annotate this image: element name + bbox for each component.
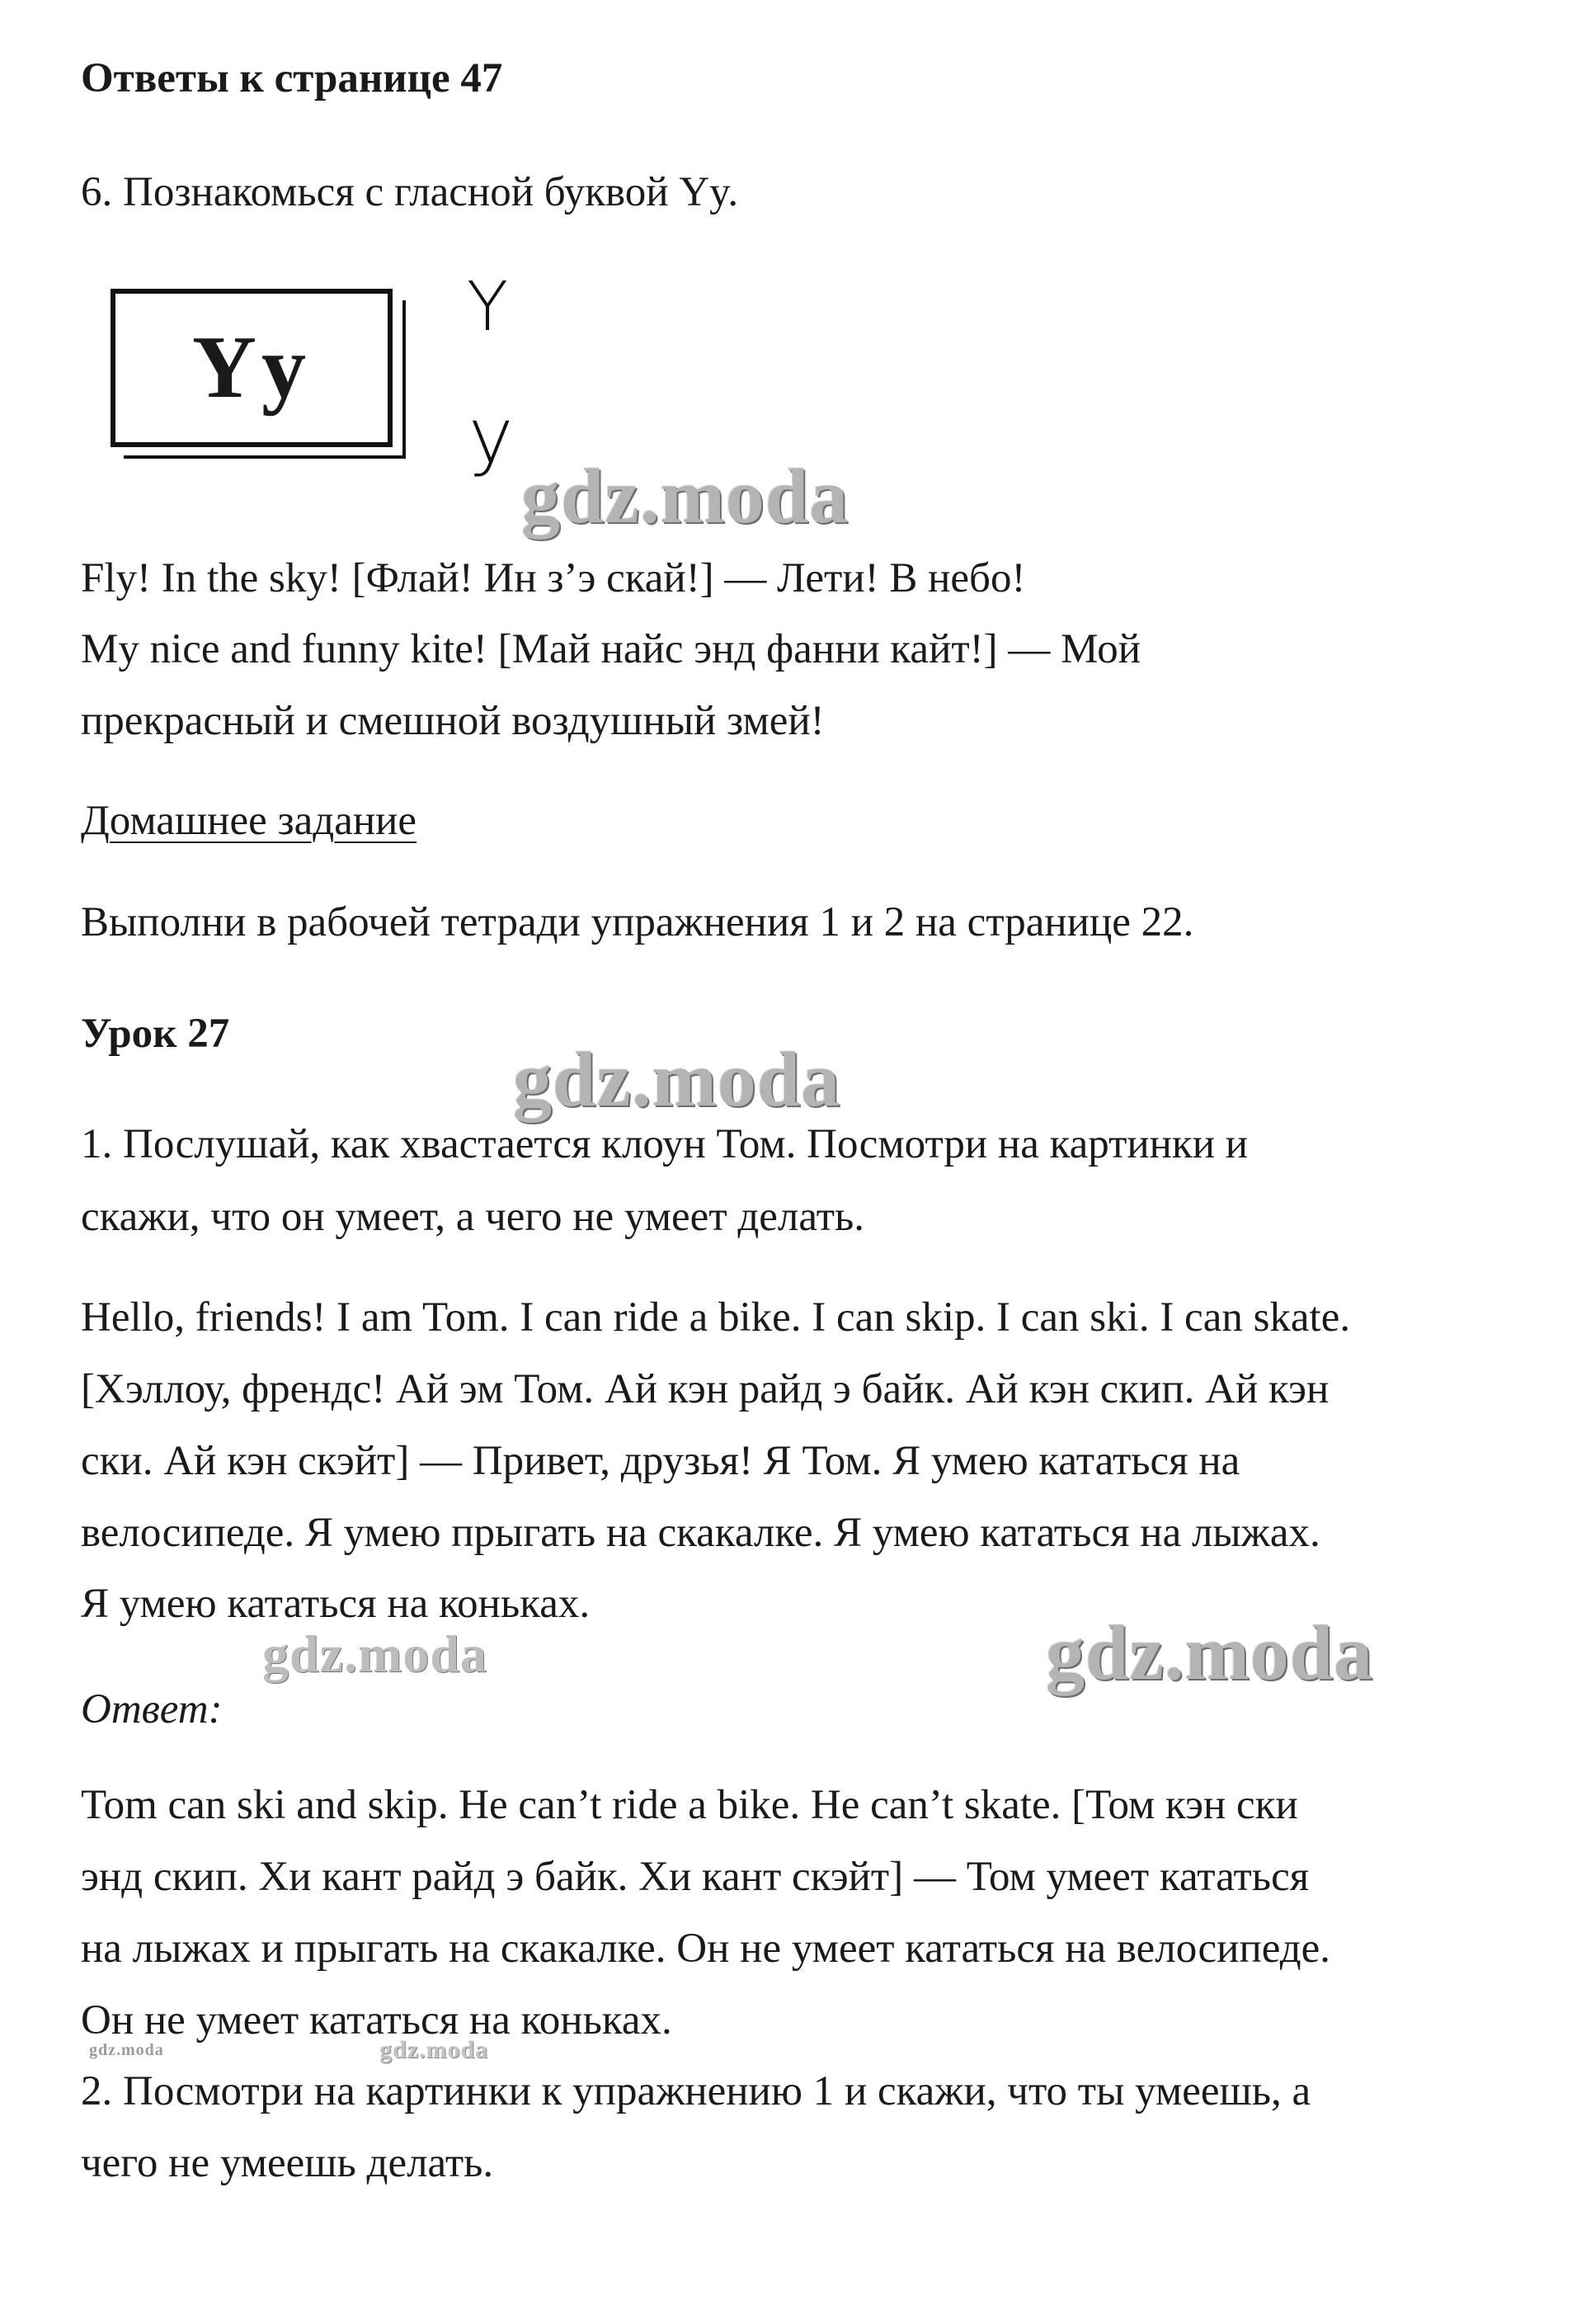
exercise-6-title: 6. Познакомься с гласной буквой Yy. [81, 169, 739, 215]
page-header: Ответы к странице 47 [81, 55, 503, 101]
exercise-1-text-line-2: [Хэллоу, френдс! Ай эм Том. Ай кэн райд э байк. Ай кэн скип. Ай кэн [81, 1366, 1330, 1412]
answer-line-2: энд скип. Хи кант райд э байк. Хи кант скэйт] — Том умеет кататься [81, 1854, 1310, 1900]
answer-line-1: Tom can ski and skip. He can’t ride a bike. He can’t skate. [Том кэн ски [81, 1782, 1298, 1828]
answer-line-4: Он не умеет кататься на коньках. [81, 1997, 672, 2044]
exercise-2-line-2: чего не умеешь делать. [81, 2140, 494, 2186]
exercise-1-text-line-1: Hello, friends! I am Tom. I can ride a bike. I can skip. I can ski. I can skate. [81, 1294, 1351, 1341]
poem-line-3: прекрасный и смешной воздушный змей! [81, 698, 825, 744]
answer-label: Ответ: [81, 1686, 223, 1732]
watermark: gdz.moda [521, 454, 849, 540]
lesson-title: Урок 27 [81, 1011, 230, 1057]
poem-line-2: My nice and funny kite! [Май найс энд фанни кайт!] — Мой [81, 626, 1141, 672]
homework-text: Выполни в рабочей тетради упражнения 1 и 2 на странице 22. [81, 899, 1194, 945]
watermark: gdz.moda [89, 2041, 164, 2059]
homework-label: Домашнее задание [81, 798, 417, 844]
exercise-1-task-line-2: скажи, что он умеет, а чего не умеет делать. [81, 1194, 864, 1240]
poem-line-1: Fly! In the sky! [Флай! Ин з’э скай!] — Лети! В небо! [81, 555, 1026, 601]
watermark: gdz.moda [513, 1037, 841, 1123]
handwritten-lower-y: y [468, 392, 514, 480]
watermark: gdz.moda [262, 1624, 487, 1683]
exercise-1-task-line-1: 1. Послушай, как хвастается клоун Том. Посмотри на картинки и [81, 1121, 1249, 1167]
letter-card [111, 289, 393, 447]
exercise-1-text-line-4: велосипеде. Я умею прыгать на скакалке. Я умею кататься на лыжах. [81, 1510, 1320, 1556]
watermark: gdz.moda [379, 2036, 489, 2063]
letter-card-text: Yy [192, 318, 311, 417]
exercise-1-text-line-3: ски. Ай кэн скэйт] — Привет, друзья! Я Том. Я умею кататься на [81, 1438, 1240, 1484]
watermark: gdz.moda [1046, 1610, 1374, 1696]
handwritten-upper-y: Y [467, 272, 509, 346]
exercise-1-text-line-5: Я умею кататься на коньках. [81, 1581, 591, 1627]
exercise-2-line-1: 2. Посмотри на картинки к упражнению 1 и скажи, что ты умеешь, а [81, 2068, 1311, 2114]
answer-line-3: на лыжах и прыгать на скакалке. Он не умеет кататься на велосипеде. [81, 1926, 1331, 1972]
